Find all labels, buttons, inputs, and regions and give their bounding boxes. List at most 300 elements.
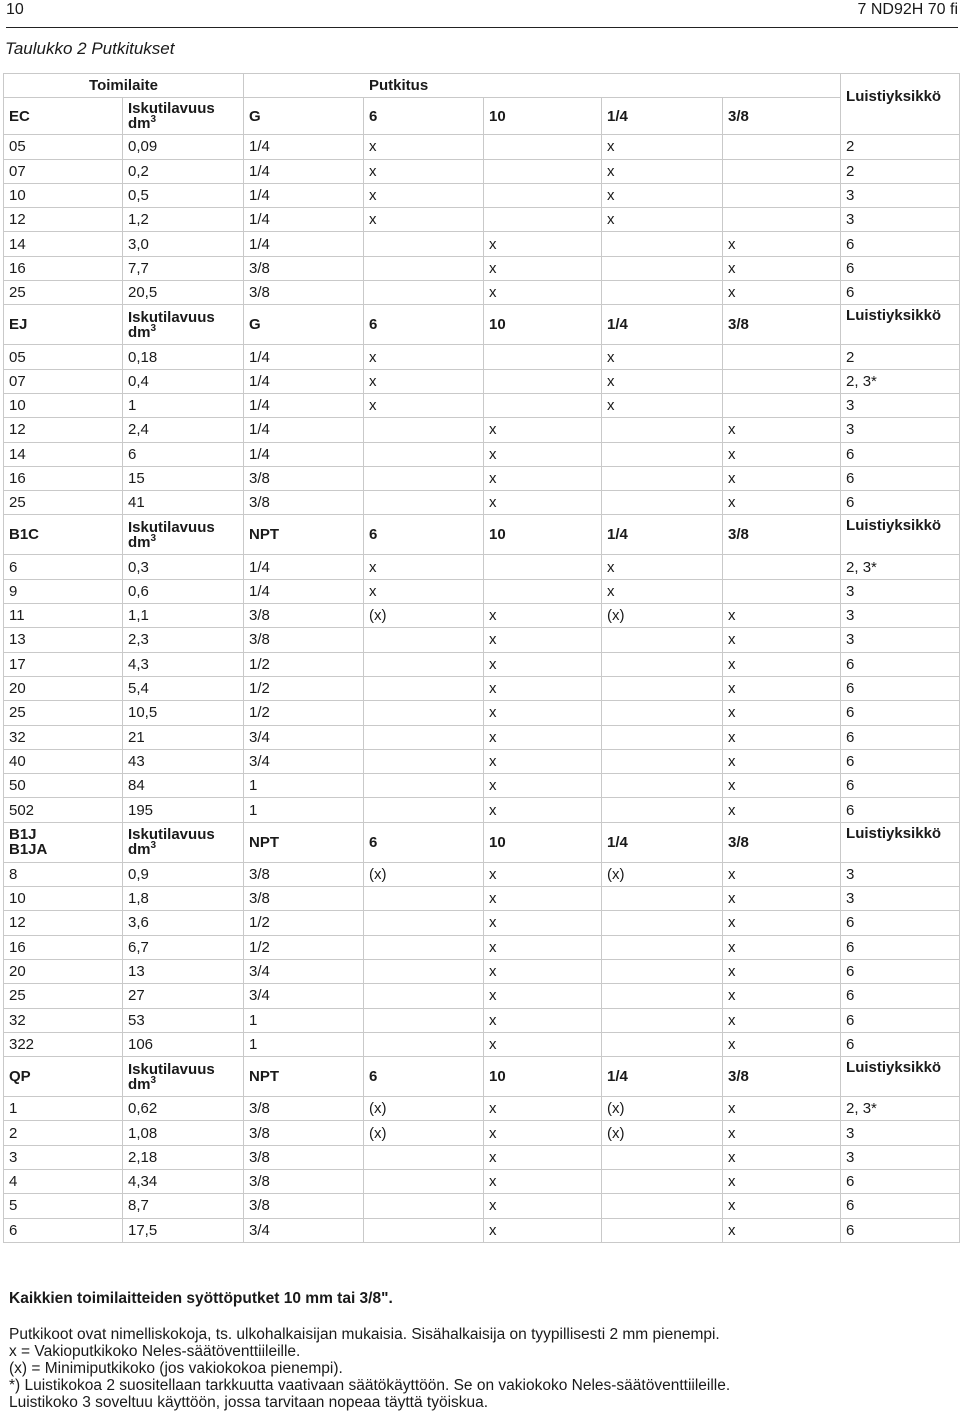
table-cell: 0,5 xyxy=(123,183,244,207)
table-cell: 16 xyxy=(4,935,123,959)
table-cell: 21 xyxy=(123,725,244,749)
table-cell: 2, 3* xyxy=(841,555,960,579)
table-row xyxy=(4,1121,960,1145)
table-cell: (x) xyxy=(364,1121,484,1145)
note-line: Luistikoko 3 soveltuu käyttöön, jossa tarvitaan nopeaa täyttä työiskua. xyxy=(9,1394,489,1411)
table-cell: 6 xyxy=(4,1218,123,1242)
table-row xyxy=(4,676,960,700)
table-cell: 32 xyxy=(4,1008,123,1032)
stroke-volume-header xyxy=(123,515,244,555)
table-cell xyxy=(364,256,484,280)
table-cell: x xyxy=(723,862,841,886)
table-row xyxy=(4,555,960,579)
page-number: 10 xyxy=(6,1,24,18)
pipe-size-header: 1/4 xyxy=(602,305,723,345)
table-cell: 1 xyxy=(4,1097,123,1121)
table-cell xyxy=(364,725,484,749)
table-cell xyxy=(602,1194,723,1218)
table-cell xyxy=(602,701,723,725)
table-cell: 2,18 xyxy=(123,1145,244,1169)
table-cell: 8,7 xyxy=(123,1194,244,1218)
pipe-size-header: NPT xyxy=(244,822,364,862)
table-cell: 32 xyxy=(4,725,123,749)
table-cell: 1,2 xyxy=(123,208,244,232)
table-cell xyxy=(723,555,841,579)
table-cell xyxy=(364,491,484,515)
table-row xyxy=(4,393,960,417)
luistiyksikko-header: Luistiyksikkö xyxy=(841,822,960,862)
stroke-volume-label: Iskutilavuus xyxy=(128,826,215,844)
table-cell: x xyxy=(364,183,484,207)
table-cell: 6 xyxy=(4,555,123,579)
table-cell: x xyxy=(723,1032,841,1056)
table-cell: x xyxy=(602,159,723,183)
actuator-code-text: B1JA xyxy=(9,841,48,859)
table-cell xyxy=(602,725,723,749)
table-cell: 6,7 xyxy=(123,935,244,959)
table-cell xyxy=(484,135,602,159)
table-row xyxy=(4,281,960,305)
table-cell: 3/8 xyxy=(244,466,364,490)
actuator-code xyxy=(4,822,123,862)
table-cell: 6 xyxy=(841,1008,960,1032)
table-cell: 25 xyxy=(4,281,123,305)
table-cell: (x) xyxy=(602,1121,723,1145)
table-cell: 10 xyxy=(4,183,123,207)
table-cell: 50 xyxy=(4,774,123,798)
unit-exponent: 3 xyxy=(150,840,157,852)
table-cell: 3 xyxy=(841,1121,960,1145)
table-cell: (x) xyxy=(364,1097,484,1121)
table-cell: 2 xyxy=(841,135,960,159)
table-cell: 195 xyxy=(123,798,244,822)
table-cell: x xyxy=(484,774,602,798)
pipe-size-header: 10 xyxy=(484,1057,602,1097)
table-row xyxy=(4,418,960,442)
table-cell: x xyxy=(484,466,602,490)
table-cell: 6 xyxy=(841,1032,960,1056)
section-header-row xyxy=(4,305,960,345)
table-cell: 43 xyxy=(123,749,244,773)
table-row xyxy=(4,466,960,490)
table-cell: x xyxy=(484,281,602,305)
table-row xyxy=(4,442,960,466)
pipe-size-header: G xyxy=(244,305,364,345)
pipe-size-header: 10 xyxy=(484,822,602,862)
unit-exponent: 3 xyxy=(150,114,157,126)
table-cell: x xyxy=(723,959,841,983)
table-cell: x xyxy=(602,345,723,369)
actuator-code-text: QP xyxy=(9,1068,31,1086)
table-cell: 1/4 xyxy=(244,555,364,579)
pipe-size-header: 6 xyxy=(364,305,484,345)
table-cell xyxy=(484,579,602,603)
table-cell: 2 xyxy=(4,1121,123,1145)
table-cell: 6 xyxy=(841,281,960,305)
table-cell: 106 xyxy=(123,1032,244,1056)
table-cell: 6 xyxy=(123,442,244,466)
table-cell xyxy=(602,466,723,490)
table-cell: 1 xyxy=(244,1032,364,1056)
table-cell: 3 xyxy=(841,862,960,886)
table-cell: 6 xyxy=(841,749,960,773)
table-cell xyxy=(723,393,841,417)
table-cell: x xyxy=(364,393,484,417)
table-cell: 8 xyxy=(4,862,123,886)
table-cell: 3,6 xyxy=(123,911,244,935)
table-cell: 3,0 xyxy=(123,232,244,256)
table-cell: 25 xyxy=(4,491,123,515)
table-cell: x xyxy=(484,604,602,628)
table-cell: 6 xyxy=(841,652,960,676)
table-row xyxy=(4,862,960,886)
table-cell: 1/4 xyxy=(244,418,364,442)
table-cell xyxy=(484,369,602,393)
table-cell: 4 xyxy=(4,1169,123,1193)
pipe-size-header: 6 xyxy=(364,822,484,862)
table-cell: 3/8 xyxy=(244,887,364,911)
table-cell: 0,2 xyxy=(123,159,244,183)
table-cell: 3 xyxy=(841,628,960,652)
table-cell xyxy=(364,935,484,959)
table-cell: 6 xyxy=(841,774,960,798)
table-cell: x xyxy=(602,555,723,579)
table-cell: 53 xyxy=(123,1008,244,1032)
table-row xyxy=(4,1145,960,1169)
table-cell: x xyxy=(484,935,602,959)
table-cell: 1/4 xyxy=(244,442,364,466)
table-cell: x xyxy=(484,911,602,935)
table-cell xyxy=(364,1145,484,1169)
table-cell: x xyxy=(484,256,602,280)
table-cell: 3/8 xyxy=(244,1194,364,1218)
table-cell xyxy=(602,887,723,911)
table-cell xyxy=(364,418,484,442)
table-cell: 1/2 xyxy=(244,911,364,935)
table-cell: 0,18 xyxy=(123,345,244,369)
table-cell: 1 xyxy=(244,798,364,822)
table-cell xyxy=(602,442,723,466)
table-cell: x xyxy=(364,135,484,159)
table-cell: 1/2 xyxy=(244,676,364,700)
table-row xyxy=(4,1218,960,1242)
table-cell: 17,5 xyxy=(123,1218,244,1242)
note-line: x = Vakioputkikoko Neles-säätöventtiileille. xyxy=(9,1343,301,1360)
actuator-code-text: EJ xyxy=(9,316,28,334)
table-cell: 1/2 xyxy=(244,701,364,725)
pipe-size-header: 3/8 xyxy=(723,98,841,135)
table-cell: x xyxy=(602,393,723,417)
table-cell: x xyxy=(723,701,841,725)
table-row xyxy=(4,984,960,1008)
table-cell: 0,4 xyxy=(123,369,244,393)
table-cell: x xyxy=(723,1097,841,1121)
table-cell xyxy=(364,1032,484,1056)
table-cell: 07 xyxy=(4,159,123,183)
table-cell xyxy=(602,652,723,676)
pipe-size-header: G xyxy=(244,98,364,135)
actuator-code xyxy=(4,515,123,555)
pipe-size-header: 3/8 xyxy=(723,305,841,345)
table-cell: 3 xyxy=(4,1145,123,1169)
table-cell xyxy=(602,959,723,983)
actuator-code-text: B1C xyxy=(9,526,40,544)
unit-exponent: 3 xyxy=(150,1074,157,1086)
table-cell: x xyxy=(484,1032,602,1056)
table-cell xyxy=(602,911,723,935)
table-cell: 6 xyxy=(841,1169,960,1193)
table-cell xyxy=(602,984,723,1008)
actuator-code-text: EC xyxy=(9,107,30,125)
table-cell: 3/8 xyxy=(244,1121,364,1145)
note-line: (x) = Minimiputkikoko (jos vakiokokoa pienempi). xyxy=(9,1360,343,1377)
table-cell: 20 xyxy=(4,676,123,700)
luistiyksikko-header: Luistiyksikkö xyxy=(841,1057,960,1097)
table-cell xyxy=(602,935,723,959)
stroke-volume-label: Iskutilavuus xyxy=(128,518,215,536)
table-cell: 20,5 xyxy=(123,281,244,305)
table-cell: x xyxy=(484,1169,602,1193)
table-cell: x xyxy=(484,749,602,773)
table-cell: 2, 3* xyxy=(841,369,960,393)
table-cell: x xyxy=(723,652,841,676)
table-cell xyxy=(364,1218,484,1242)
table-cell: x xyxy=(364,369,484,393)
table-cell: 5 xyxy=(4,1194,123,1218)
pipe-size-header: 1/4 xyxy=(602,98,723,135)
table-cell: x xyxy=(484,628,602,652)
table-cell: 1 xyxy=(244,1008,364,1032)
table-cell: x xyxy=(484,959,602,983)
table-cell: 11 xyxy=(4,604,123,628)
table-row xyxy=(4,935,960,959)
table-cell: 502 xyxy=(4,798,123,822)
table-row xyxy=(4,887,960,911)
table-cell: 3 xyxy=(841,1145,960,1169)
supply-pipe-note: Kaikkien toimilaitteiden syöttöputket 10 mm tai 3/8". xyxy=(9,1290,393,1307)
table-cell: 3/8 xyxy=(244,1097,364,1121)
header-putkitus: Putkitus xyxy=(244,74,841,98)
section-header-row xyxy=(4,822,960,862)
table-cell: 5,4 xyxy=(123,676,244,700)
table-cell: x xyxy=(484,1097,602,1121)
table-cell: x xyxy=(364,555,484,579)
table-cell: x xyxy=(723,628,841,652)
table-row xyxy=(4,1032,960,1056)
table-cell: 1/4 xyxy=(244,345,364,369)
table-cell: 13 xyxy=(4,628,123,652)
stroke-volume-label: Iskutilavuus xyxy=(128,1060,215,1078)
table-row xyxy=(4,256,960,280)
actuator-code xyxy=(4,305,123,345)
table-cell xyxy=(484,555,602,579)
table-cell: 1/4 xyxy=(244,208,364,232)
table-cell xyxy=(364,232,484,256)
table-cell: x xyxy=(723,418,841,442)
table-cell: x xyxy=(723,911,841,935)
table-row xyxy=(4,911,960,935)
table-cell: 1,08 xyxy=(123,1121,244,1145)
table-cell: 10 xyxy=(4,887,123,911)
unit-exponent: 3 xyxy=(150,322,157,334)
table-cell xyxy=(602,256,723,280)
table-cell: x xyxy=(484,1218,602,1242)
table-cell: x xyxy=(484,676,602,700)
table-cell: (x) xyxy=(364,862,484,886)
table-cell: 3 xyxy=(841,208,960,232)
table-cell: x xyxy=(484,418,602,442)
table-cell xyxy=(602,1008,723,1032)
stroke-volume-label: Iskutilavuus xyxy=(128,308,215,326)
stroke-volume-unit: dm xyxy=(128,1075,151,1093)
section-header-row xyxy=(4,515,960,555)
table-cell: x xyxy=(602,579,723,603)
table-cell: x xyxy=(723,725,841,749)
table-cell: 1/4 xyxy=(244,393,364,417)
table-cell xyxy=(364,442,484,466)
pipe-size-header: 10 xyxy=(484,515,602,555)
table-cell xyxy=(602,1218,723,1242)
table-cell: 20 xyxy=(4,959,123,983)
table-cell xyxy=(364,628,484,652)
table-cell: x xyxy=(484,1194,602,1218)
pipe-size-header: 6 xyxy=(364,1057,484,1097)
table-cell: x xyxy=(723,491,841,515)
table-row xyxy=(4,579,960,603)
table-cell: x xyxy=(364,345,484,369)
table-row xyxy=(4,652,960,676)
table-cell: x xyxy=(484,1008,602,1032)
table-cell: 1 xyxy=(244,774,364,798)
table-cell: 3/8 xyxy=(244,256,364,280)
pipe-size-header: 10 xyxy=(484,98,602,135)
table-cell xyxy=(364,911,484,935)
table-cell: 3/8 xyxy=(244,281,364,305)
table-cell: 6 xyxy=(841,466,960,490)
table-row xyxy=(4,345,960,369)
pipe-size-header: 1/4 xyxy=(602,515,723,555)
stroke-volume-unit: dm xyxy=(128,533,151,551)
stroke-volume-unit: dm xyxy=(128,323,151,341)
table-cell: 3/8 xyxy=(244,604,364,628)
stroke-volume-header xyxy=(123,822,244,862)
table-cell: 2, 3* xyxy=(841,1097,960,1121)
stroke-volume-header xyxy=(123,98,244,135)
table-cell xyxy=(602,232,723,256)
table-row xyxy=(4,369,960,393)
table-cell: 12 xyxy=(4,418,123,442)
table-cell xyxy=(484,159,602,183)
table-row xyxy=(4,774,960,798)
table-cell xyxy=(602,749,723,773)
table-cell xyxy=(364,959,484,983)
table-cell: 6 xyxy=(841,984,960,1008)
table-cell: 25 xyxy=(4,701,123,725)
table-cell: 3/8 xyxy=(244,1145,364,1169)
table-cell: 0,3 xyxy=(123,555,244,579)
table-cell: (x) xyxy=(602,604,723,628)
table-header-row xyxy=(4,74,960,98)
table-cell: x xyxy=(484,491,602,515)
table-cell xyxy=(364,798,484,822)
table-cell: x xyxy=(723,604,841,628)
table-cell xyxy=(364,984,484,1008)
table-cell: x xyxy=(364,579,484,603)
table-cell: x xyxy=(723,935,841,959)
table-cell xyxy=(602,628,723,652)
table-cell: x xyxy=(723,1145,841,1169)
table-cell: 07 xyxy=(4,369,123,393)
table-cell xyxy=(364,701,484,725)
table-cell: x xyxy=(723,798,841,822)
table-cell: (x) xyxy=(602,1097,723,1121)
table-cell: 3/4 xyxy=(244,749,364,773)
table-row xyxy=(4,135,960,159)
table-row xyxy=(4,604,960,628)
table-cell: 2,4 xyxy=(123,418,244,442)
table-cell: 41 xyxy=(123,491,244,515)
table-cell: 6 xyxy=(841,1194,960,1218)
luistiyksikko-header: Luistiyksikkö xyxy=(841,305,960,345)
table-cell: 25 xyxy=(4,984,123,1008)
section-header-row xyxy=(4,1057,960,1097)
table-cell xyxy=(602,491,723,515)
table-row xyxy=(4,1194,960,1218)
table-cell: x xyxy=(484,701,602,725)
table-cell: x xyxy=(484,1145,602,1169)
document-id: 7 ND92H 70 fi xyxy=(857,1,958,18)
note-line: Putkikoot ovat nimelliskokoja, ts. ulkohalkaisijan mukaisia. Sisähalkaisija on tyypillisesti 2 mm pienempi. xyxy=(9,1326,720,1343)
table-cell: 2 xyxy=(841,345,960,369)
table-cell: x xyxy=(723,232,841,256)
table-cell: x xyxy=(364,159,484,183)
stroke-volume-header xyxy=(123,1057,244,1097)
table-cell: x xyxy=(364,208,484,232)
table-cell xyxy=(602,1145,723,1169)
table-cell: (x) xyxy=(364,604,484,628)
table-cell: 6 xyxy=(841,232,960,256)
table-cell: 6 xyxy=(841,911,960,935)
table-cell xyxy=(602,1169,723,1193)
table-cell: 1/2 xyxy=(244,652,364,676)
table-cell: 05 xyxy=(4,135,123,159)
table-row xyxy=(4,798,960,822)
table-cell xyxy=(364,774,484,798)
table-cell: 14 xyxy=(4,232,123,256)
stroke-volume-unit: dm xyxy=(128,841,151,859)
table-cell: x xyxy=(484,887,602,911)
pipe-size-header: 1/4 xyxy=(602,1057,723,1097)
table-cell: 6 xyxy=(841,798,960,822)
table-cell xyxy=(484,208,602,232)
table-cell: x xyxy=(484,798,602,822)
table-cell: x xyxy=(723,1194,841,1218)
table-cell: x xyxy=(723,676,841,700)
table-cell: x xyxy=(602,208,723,232)
table-row xyxy=(4,159,960,183)
table-cell: 10 xyxy=(4,393,123,417)
table-cell: 1/4 xyxy=(244,579,364,603)
table-cell: 0,09 xyxy=(123,135,244,159)
table-cell xyxy=(364,676,484,700)
table-cell: 27 xyxy=(123,984,244,1008)
table-row xyxy=(4,208,960,232)
table-cell: 3/4 xyxy=(244,1218,364,1242)
table-cell xyxy=(723,369,841,393)
table-row xyxy=(4,232,960,256)
table-cell xyxy=(364,1169,484,1193)
pipe-size-header: 10 xyxy=(484,305,602,345)
